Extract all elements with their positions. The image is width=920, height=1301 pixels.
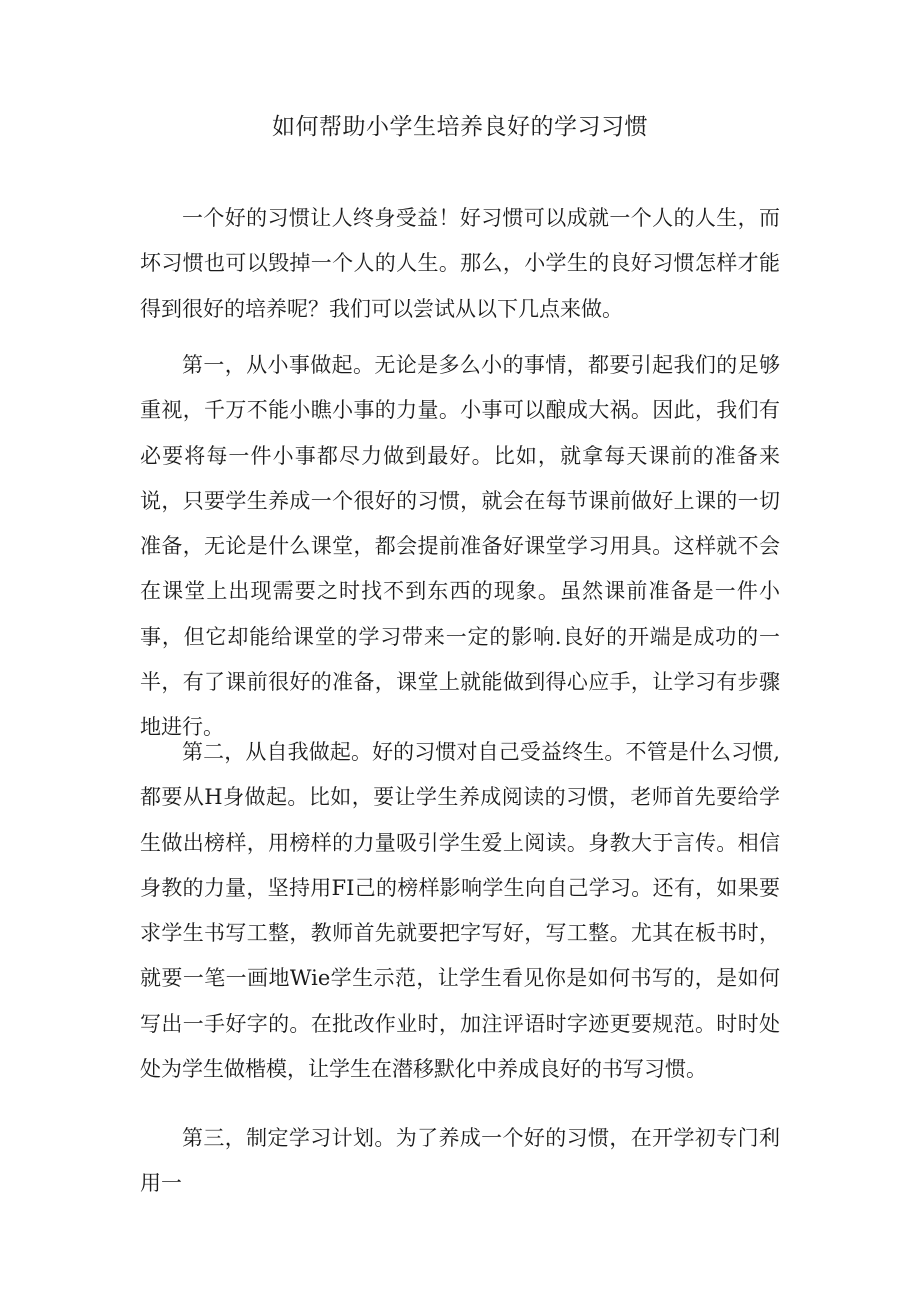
paragraph-intro: 一个好的习惯让人终身受益！好习惯可以成就一个人的人生，而坏习惯也可以毁掉一个人的人生。那么，小学生的良好习惯怎样才能得到很好的培养呢？我们可以尝试从以下几点来做。 [140,206,780,321]
paragraph-second-point: 第二，从自我做起。好的习惯对自己受益终生。不管是什么习惯,都要从H身做起。比如，要让学生养成阅读的习惯，老师首先要给学生做出榜样，用榜样的力量吸引学生爱上阅读。身教大于言传。相信身教的力量，坚持用FI己的榜样影响学生向自己学习。还有，如果要求学生书写工整，教师首先就要把字写好，写工整。尤其在板书时，就要一笔一画地Wie学生示范，让学生看见你是如何书写的，是如何写出一手好字的。在批改作业时，加注评语时字迹更要规范。时时处处为学生做楷模，让学生在潜移默化中养成良好的书写习惯。 [140,740,780,1082]
page-title: 如何帮助小学生培养良好的学习习惯 [272,114,648,140]
paragraph-third-point: 第三，制定学习计划。为了养成一个好的习惯，在开学初专门利用一 [140,1126,780,1196]
paragraph-first-point: 第一，从小事做起。无论是多么小的事情，都要引起我们的足够重视，千万不能小瞧小事的力量。小事可以酿成大祸。因此，我们有必要将每一件小事都尽力做到最好。比如，就拿每天课前的准备来说，只要学生养成一个很好的习惯，就会在每节课前做好上课的一切准备，无论是什么课堂，都会提前准备好课堂学习用具。这样就不会在课堂上出现需要之时找不到东西的现象。虽然课前准备是一件小事，但它却能给课堂的学习带来一定的影响.良好的开端是成功的一半，有了课前很好的准备，课堂上就能做到得心应手，让学习有步骤地进行。 [140,353,780,740]
